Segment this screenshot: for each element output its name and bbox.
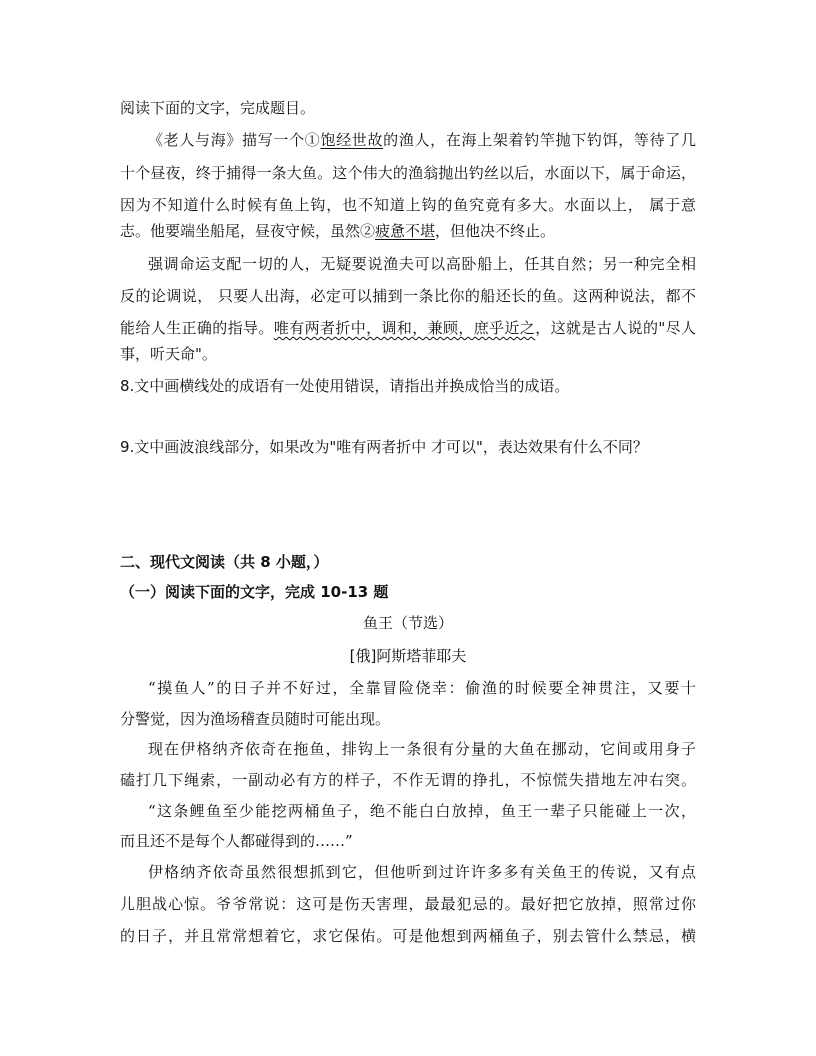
article-author: [俄]阿斯塔菲耶夫 — [349, 647, 467, 665]
question-9: 9.文中画波浪线部分，如果改为"唯有两者折中 才可以"，表达效果有什么不同？ — [120, 438, 648, 456]
passage1-text: 能给人生正确的指导。 — [120, 319, 274, 337]
article-line: 现在伊格纳齐依奇在拖鱼，排钩上一条很有分量的大鱼在挪动，它间或用身子 — [148, 740, 696, 758]
passage1-p2-line-2: 反的论调说， 只要人出海，必定可以捕到一条比你的船还长的鱼。这两种说法，都不 — [120, 287, 696, 305]
intro-instruction: 阅读下面的文字，完成题目。 — [120, 99, 316, 117]
article-line: 磕打几下绳索，一副动必有方的样子，不作无谓的挣扎，不惊慌失措地左冲右突。 — [120, 771, 696, 789]
passage1-line-4 — [120, 221, 555, 241]
passage1-line-2: 十个昼夜，终于捕得一条大鱼。这个伟大的渔翁抛出钓丝以后，水面以下，属于命运， — [120, 164, 696, 182]
passage1-text: ，但他决不终止。 — [435, 222, 556, 240]
article-line: 儿胆战心惊。爷爷常说：这可是伤天害理，最最犯忌的。最好把它放掉，照常过你 — [120, 895, 696, 913]
passage1-p2-line-4: 事，听天命"。 — [120, 345, 217, 363]
passage1-text: 的渔人，在海上架着钓竿抛下钓饵，等待了几 — [383, 131, 696, 149]
article-line: 伊格纳齐依奇虽然很想抓到它，但他听到过许许多多有关鱼王的传说，又有点 — [148, 863, 696, 881]
passage1-p2-line-1: 强调命运支配一切的人，无疑要说渔夫可以高卧船上，任其自然；另一种完全相 — [148, 255, 696, 273]
passage1-line-3: 因为不知道什么时候有鱼上钩，也不知道上钩的鱼究竟有多大。水面以上， 属于意 — [120, 196, 696, 214]
question-8: 8.文中画横线处的成语有一处使用错误，请指出并换成恰当的成语。 — [120, 377, 570, 395]
circled-number-1: ① — [304, 131, 321, 149]
article-title: 鱼王（节选） — [362, 614, 453, 632]
section-heading: 二、现代文阅读（共 8 小题，） — [120, 553, 329, 571]
passage1-text: 《老人与海》描写一个 — [148, 131, 305, 149]
wavy-underlined-phrase: 唯有两者折中，调和，兼顾，庶乎近之 — [273, 319, 536, 337]
article-line: “摸鱼人”的日子并不好过，全靠冒险侥幸：偷渔的时候要全神贯注，又要十 — [148, 679, 696, 697]
underlined-idiom-1: 饱经世故 — [320, 131, 384, 149]
circled-number-2: ② — [360, 222, 376, 240]
passage1-text: 志。他要端坐船尾，昼夜守候，虽然 — [120, 222, 361, 240]
article-line: 的日子，并且常常想着它，求它保佑。可是他想到两桶鱼子，别去管什么禁忌，横 — [120, 927, 696, 945]
underlined-idiom-2: 疲惫不堪 — [375, 222, 436, 240]
section-subheading: （一）阅读下面的文字，完成 10-13 题 — [120, 583, 389, 601]
article-line: “这条鲤鱼至少能挖两桶鱼子，绝不能白白放掉，鱼王一辈子只能碰上一次， — [148, 802, 696, 820]
passage1-line-1 — [148, 130, 696, 150]
article-line: 分警觉，因为渔场稽查员随时可能出现。 — [120, 710, 391, 728]
passage1-p2-line-3 — [120, 318, 696, 338]
passage1-text: ，这就是古人说的"尽人 — [535, 319, 696, 337]
article-line: 而且还不是每个人都碰得到的……” — [120, 832, 353, 850]
